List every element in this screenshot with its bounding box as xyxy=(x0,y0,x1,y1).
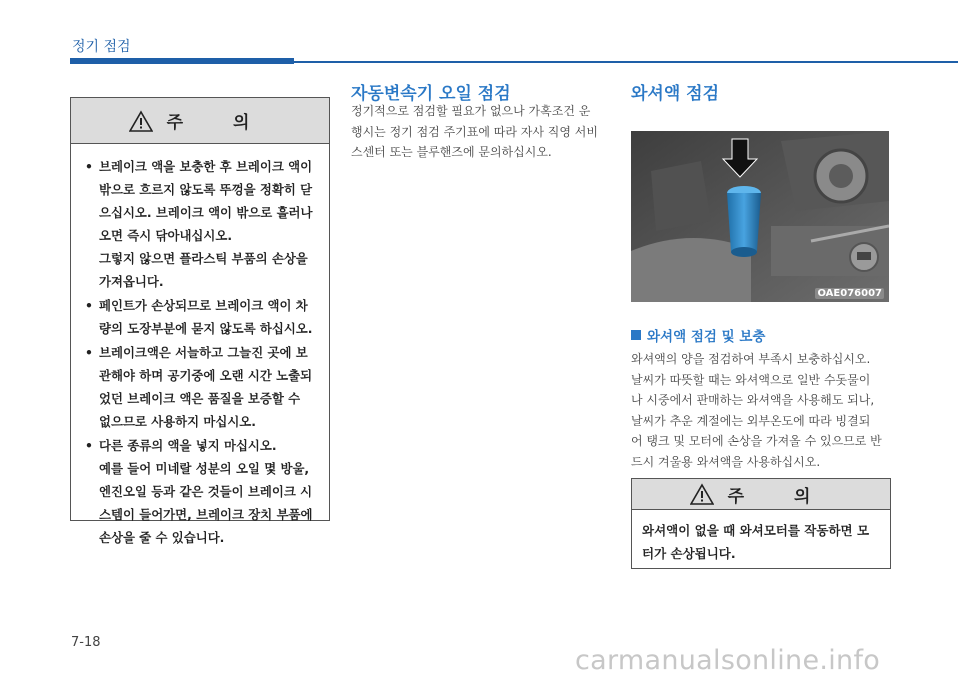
washer-reservoir-photo xyxy=(631,131,889,302)
caution-box-brake-fluid xyxy=(70,97,330,545)
washer-subtitle xyxy=(631,325,765,345)
caution-title: 주 의 xyxy=(727,486,833,507)
atf-check-body xyxy=(351,101,611,163)
washer-fluid-title: 와셔액 점검 xyxy=(631,84,720,104)
warning-triangle-icon xyxy=(129,110,153,132)
header-rule-thin xyxy=(294,61,958,63)
caution-item xyxy=(85,434,319,549)
caution-line: • 다른 종류의 액을 넣지 마십시오. xyxy=(99,438,277,453)
body-line: 나 시중에서 판매하는 와셔액을 사용해도 되나, xyxy=(631,393,875,407)
caution-line: 엔진오일 등과 같은 것들이 브레이크 시 xyxy=(99,484,313,499)
caution-line: 었던 브레이크 액은 품질을 보증할 수 xyxy=(99,391,301,406)
caution-line: 오면 즉시 닦아내십시오. xyxy=(99,228,233,243)
atf-check-title: 자동변속기 오일 점검 xyxy=(351,84,511,104)
caution-line: 량의 도장부분에 묻지 않도록 하십시오. xyxy=(99,321,313,336)
caution-item xyxy=(85,341,319,433)
caution-line: 밖으로 흐르지 않도록 뚜껑을 정확히 닫 xyxy=(99,182,313,197)
body-line: 정기적으로 점검할 필요가 없으나 가혹조건 운 xyxy=(351,104,591,118)
body-line: 드시 겨울용 와셔액을 사용하십시오. xyxy=(631,454,821,469)
caution-text xyxy=(632,510,890,565)
caution-item xyxy=(85,155,319,293)
caution-line: 가져옵니다. xyxy=(99,274,164,289)
square-bullet-icon xyxy=(631,330,641,340)
body-line: 와셔액의 양을 점검하여 부족시 보충하십시오. xyxy=(631,352,871,366)
header-rule-thick xyxy=(70,58,294,64)
page-number: 7-18 xyxy=(71,635,101,650)
caution-line: 스템이 들어가면, 브레이크 장치 부품에 xyxy=(99,507,313,522)
body-line: 날씨가 추운 계절에는 외부온도에 따라 빙결되 xyxy=(631,413,871,428)
caution-box-washer-motor xyxy=(631,478,891,569)
engine-bay-illustration xyxy=(631,131,889,302)
body-line: 행시는 정기 점검 주기표에 따라 자사 직영 서비 xyxy=(351,124,598,139)
caution-line: 으십시오. 브레이크 액이 밖으로 흘러나 xyxy=(99,205,313,220)
warning-triangle-icon xyxy=(690,483,714,505)
body-line: 어 탱크 및 모터에 손상을 가져올 수 있으므로 반 xyxy=(631,434,882,448)
caution-list xyxy=(71,144,329,549)
washer-subtitle-text: 와셔액 점검 및 보충 xyxy=(647,329,766,345)
caution-line: 없으므로 사용하지 마십시오. xyxy=(99,414,256,429)
caution-header xyxy=(71,98,329,144)
caution-line: 예를 들어 미네랄 성분의 오일 몇 방울, xyxy=(99,461,310,476)
caution-line: 관해야 하며 공기중에 오랜 시간 노출되 xyxy=(99,368,313,383)
body-line: 날씨가 따뜻할 때는 와셔액으로 일반 수돗물이 xyxy=(631,372,871,387)
caution-header xyxy=(632,479,890,510)
caution-line: 와셔액이 없을 때 와셔모터를 작동하면 모 xyxy=(642,523,870,538)
caution-item xyxy=(85,294,319,340)
caution-line: • 페인트가 손상되므로 브레이크 액이 차 xyxy=(99,298,308,313)
caution-title: 주 의 xyxy=(166,113,272,133)
caution-line: 터가 손상됩니다. xyxy=(642,546,736,561)
caution-line: • 브레이크액은 서늘하고 그늘진 곳에 보 xyxy=(99,345,308,360)
body-line: 스센터 또는 블루핸즈에 문의하십시오. xyxy=(351,145,552,159)
caution-line: 손상을 줄 수 있습니다. xyxy=(99,530,225,545)
caution-line: 그렇지 않으면 플라스틱 부품의 손상을 xyxy=(99,251,308,266)
caution-line: • 브레이크 액을 보충한 후 브레이크 액이 xyxy=(99,159,313,174)
washer-body xyxy=(631,349,896,472)
image-code-label: OAE076007 xyxy=(817,288,882,299)
section-header-title: 정기 점검 xyxy=(72,39,131,55)
watermark-text: carmanualsonline.info xyxy=(575,645,881,676)
